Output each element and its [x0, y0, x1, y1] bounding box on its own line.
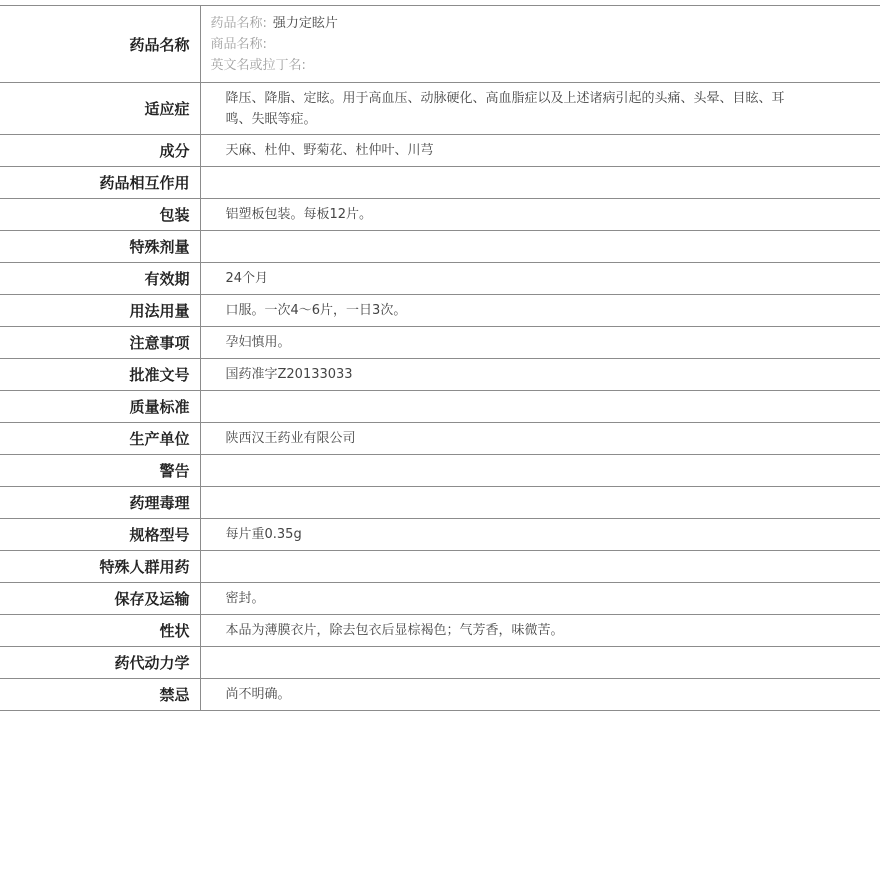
special-dosage-label: 特殊剂量 [0, 231, 200, 263]
approval-number-label: 批准文号 [0, 359, 200, 391]
storage-label: 保存及运输 [0, 583, 200, 615]
contraindications-value: 尚不明确。 [225, 687, 291, 702]
warning-value [200, 455, 880, 487]
special-population-label: 特殊人群用药 [0, 551, 200, 583]
pharmacokinetics-value [200, 647, 880, 679]
specification-label: 规格型号 [0, 519, 200, 551]
indications-text: 降压、降脂、定眩。用于高血压、动脉硬化、高血脂症以及上述诸病引起的头痛、头晕、目眩、耳鸣、失眠等症。 [225, 90, 785, 127]
indications-row [0, 83, 880, 135]
special-dosage-row [0, 231, 880, 263]
approval-number-value: 国药准字Z20133033 [225, 367, 353, 382]
pharmacology-value [200, 487, 880, 519]
approval-number-row [0, 359, 880, 391]
packaging-value: 铝塑板包装。每板12片。 [225, 207, 373, 222]
storage-value: 密封。 [225, 591, 265, 606]
english-name-line [211, 55, 880, 76]
warning-label: 警告 [0, 455, 200, 487]
storage-row [0, 583, 880, 615]
packaging-label: 包装 [0, 199, 200, 231]
dosage-value: 口服。一次4～6片，一日3次。 [225, 303, 407, 318]
pharmacology-row [0, 487, 880, 519]
pharmacokinetics-label: 药代动力学 [0, 647, 200, 679]
description-value: 本品为薄膜衣片，除去包衣后显棕褐色；气芳香，味微苦。 [225, 623, 564, 638]
contraindications-label: 禁忌 [0, 679, 200, 711]
generic-name-value: 强力定眩片 [272, 15, 338, 31]
indications-value [200, 83, 880, 135]
dosage-label: 用法用量 [0, 295, 200, 327]
shelf-life-value: 24个月 [225, 271, 269, 286]
shelf-life-row [0, 263, 880, 295]
trade-name-label: 商品名称: [210, 36, 267, 52]
description-label: 性状 [0, 615, 200, 647]
precautions-row [0, 327, 880, 359]
specification-value: 每片重0.35g [225, 527, 302, 542]
generic-name-label: 药品名称: [210, 15, 267, 31]
drug-interactions-label: 药品相互作用 [0, 167, 200, 199]
generic-name-line [211, 13, 880, 34]
quality-standard-value [200, 391, 880, 423]
drug-interactions-row [0, 167, 880, 199]
drug-name-cell [200, 6, 880, 83]
specification-row [0, 519, 880, 551]
quality-standard-row [0, 391, 880, 423]
special-population-value [200, 551, 880, 583]
manufacturer-label: 生产单位 [0, 423, 200, 455]
ingredients-value: 天麻、杜仲、野菊花、杜仲叶、川芎 [225, 143, 434, 158]
ingredients-row [0, 135, 880, 167]
special-dosage-value [200, 231, 880, 263]
pharmacokinetics-row [0, 647, 880, 679]
contraindications-row [0, 679, 880, 711]
shelf-life-label: 有效期 [0, 263, 200, 295]
packaging-row [0, 199, 880, 231]
precautions-label: 注意事项 [0, 327, 200, 359]
precautions-value: 孕妇慎用。 [225, 335, 291, 350]
manufacturer-row [0, 423, 880, 455]
quality-standard-label: 质量标准 [0, 391, 200, 423]
pharmacology-label: 药理毒理 [0, 487, 200, 519]
trade-name-line [211, 34, 880, 55]
manufacturer-value: 陕西汉王药业有限公司 [225, 431, 356, 446]
drug-info-table [0, 5, 880, 711]
description-row [0, 615, 880, 647]
warning-row [0, 455, 880, 487]
drug-name-label: 药品名称 [0, 6, 200, 83]
drug-name-row [0, 6, 880, 83]
dosage-row [0, 295, 880, 327]
drug-interactions-value [200, 167, 880, 199]
indications-label: 适应症 [0, 83, 200, 135]
special-population-row [0, 551, 880, 583]
english-name-label: 英文名或拉丁名: [210, 57, 306, 73]
ingredients-label: 成分 [0, 135, 200, 167]
